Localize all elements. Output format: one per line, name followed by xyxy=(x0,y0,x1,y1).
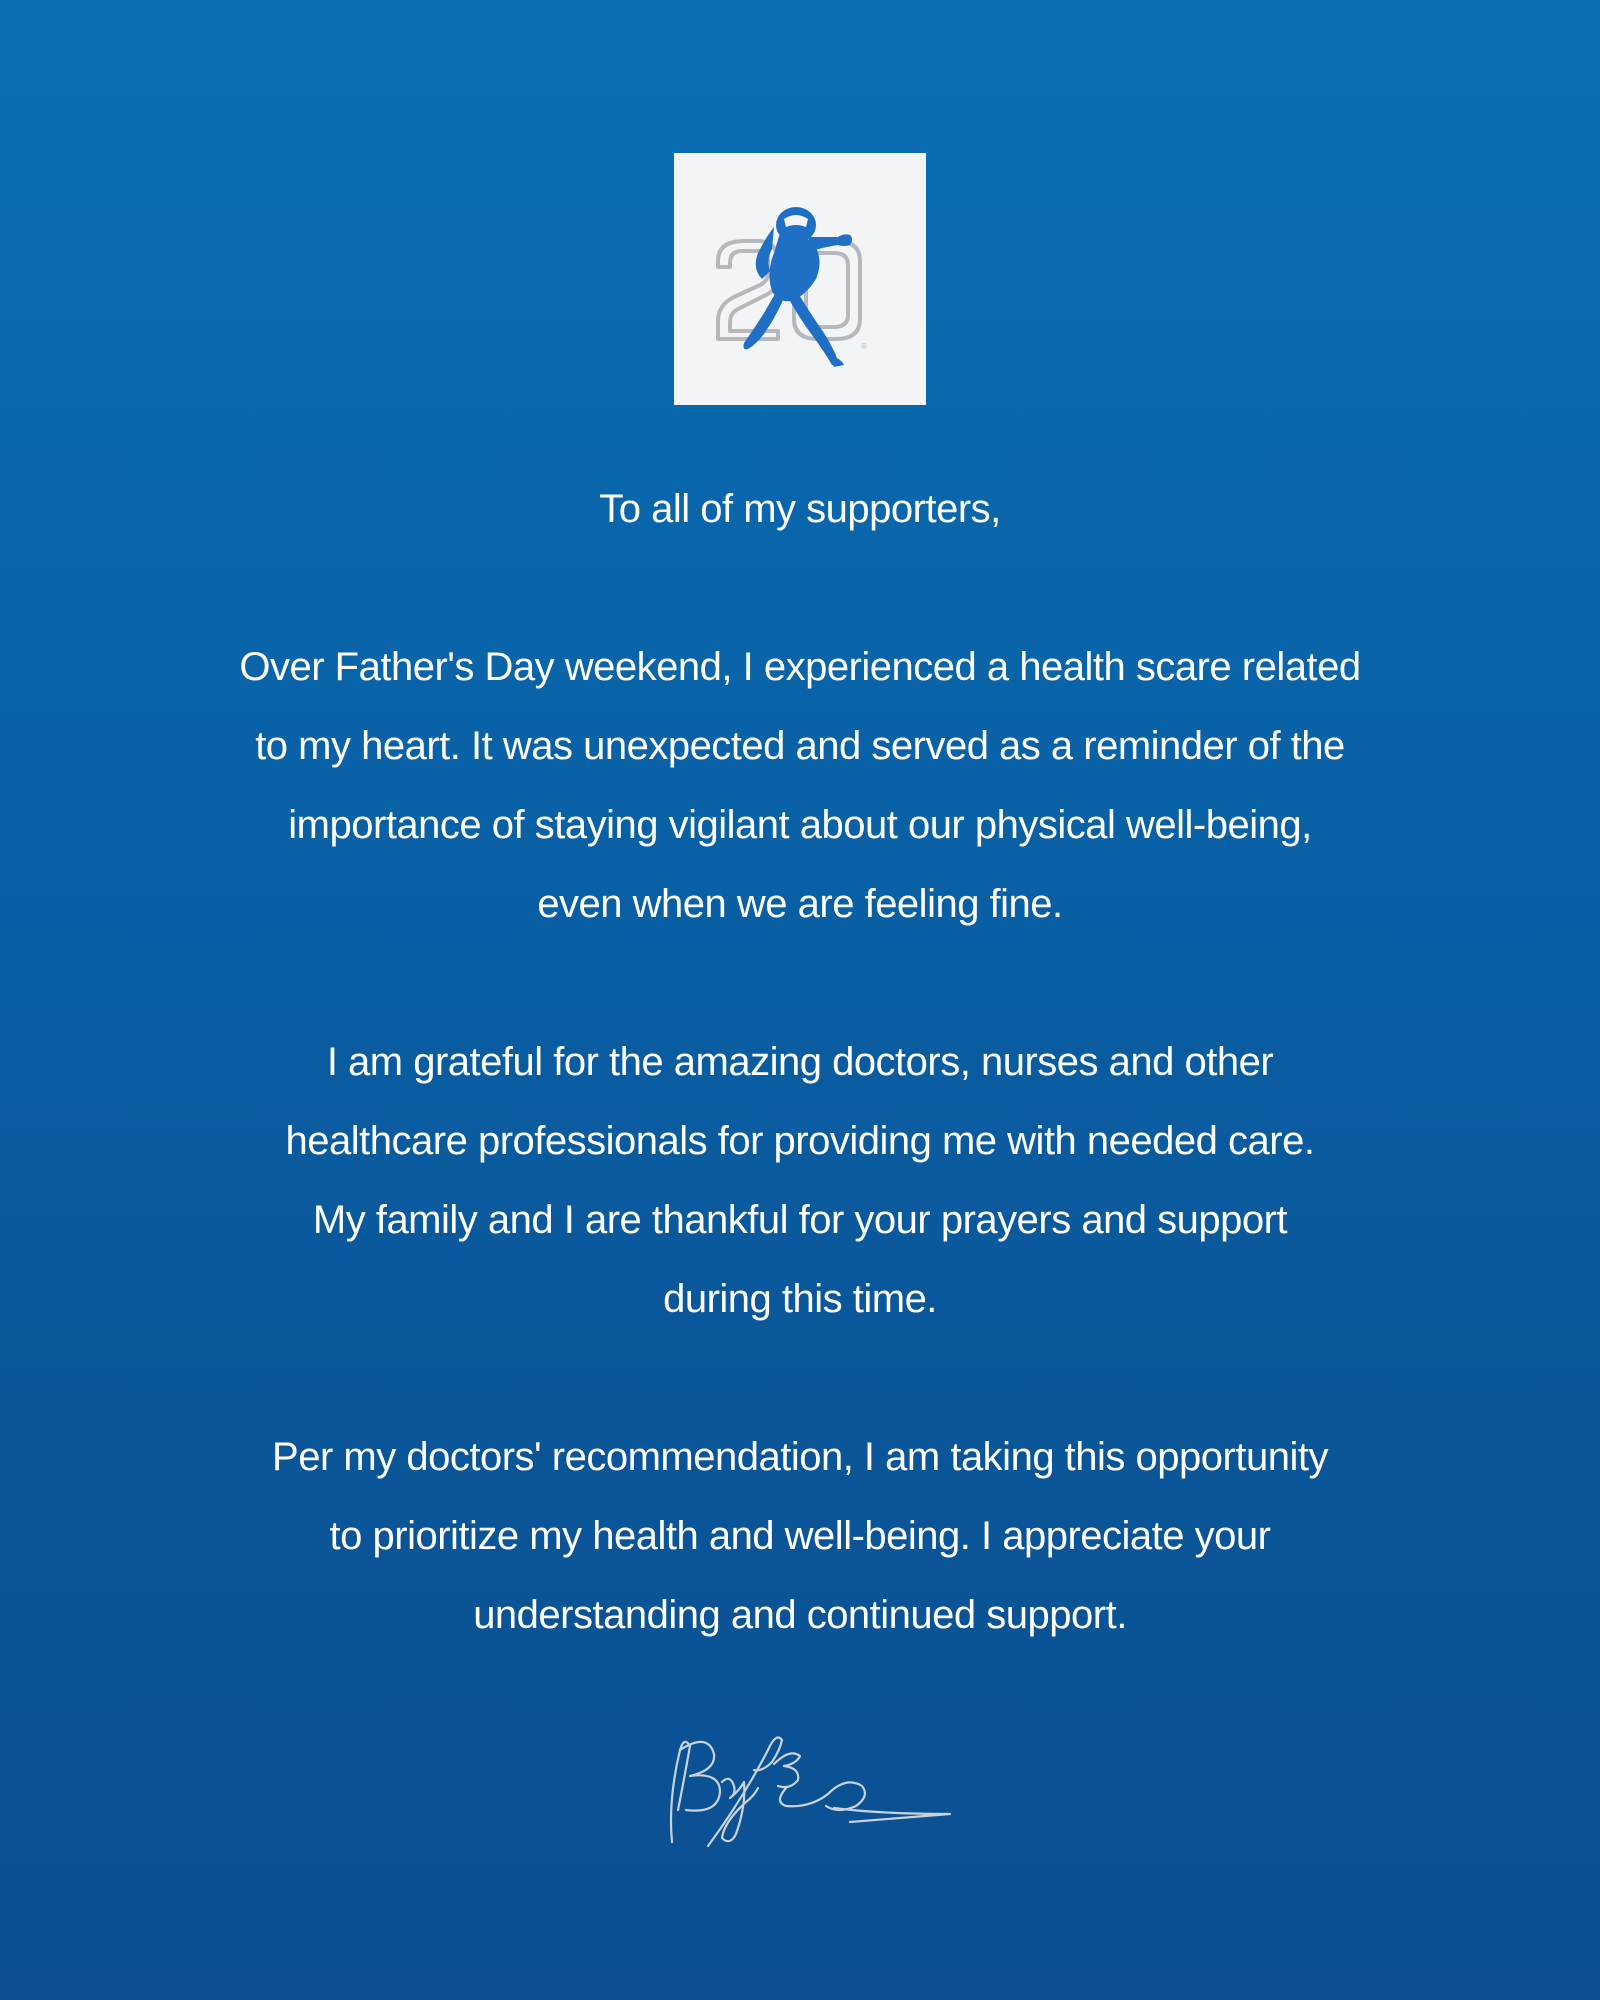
paragraph-line: to my heart. It was unexpected and served as a reminder of the xyxy=(255,724,1345,768)
paragraph-line: even when we are feeling fine. xyxy=(537,882,1063,926)
paragraph-line: My family and I are thankful for your prayers and support xyxy=(312,1198,1288,1242)
paragraph-line: to prioritize my health and well-being. I appreciate your xyxy=(329,1514,1271,1558)
salutation-text: To all of my supporters, xyxy=(599,487,1001,531)
paragraph-line: Over Father's Day weekend, I experienced a health scare related xyxy=(239,645,1361,689)
handwritten-signature xyxy=(650,1710,960,1850)
paragraph-line: Per my doctors' recommendation, I am taking this opportunity xyxy=(272,1435,1328,1479)
letter-body xyxy=(180,470,1420,1734)
paragraph-line: understanding and continued support. xyxy=(473,1593,1127,1637)
registered-mark: ® xyxy=(860,342,868,351)
paragraph-recommendation xyxy=(180,1418,1420,1655)
paragraph-line: I am grateful for the amazing doctors, nurses and other xyxy=(326,1040,1274,1084)
paragraph-line: during this time. xyxy=(663,1277,937,1321)
paragraph-gratitude xyxy=(180,1023,1420,1339)
signature-icon xyxy=(650,1710,960,1850)
player-logo xyxy=(674,153,926,405)
paragraph-line: importance of staying vigilant about our physical well-being, xyxy=(288,803,1312,847)
football-player-icon xyxy=(674,153,926,405)
paragraph-line: healthcare professionals for providing me with needed care. xyxy=(285,1119,1315,1163)
paragraph-health-scare xyxy=(180,628,1420,944)
salutation xyxy=(180,470,1420,549)
